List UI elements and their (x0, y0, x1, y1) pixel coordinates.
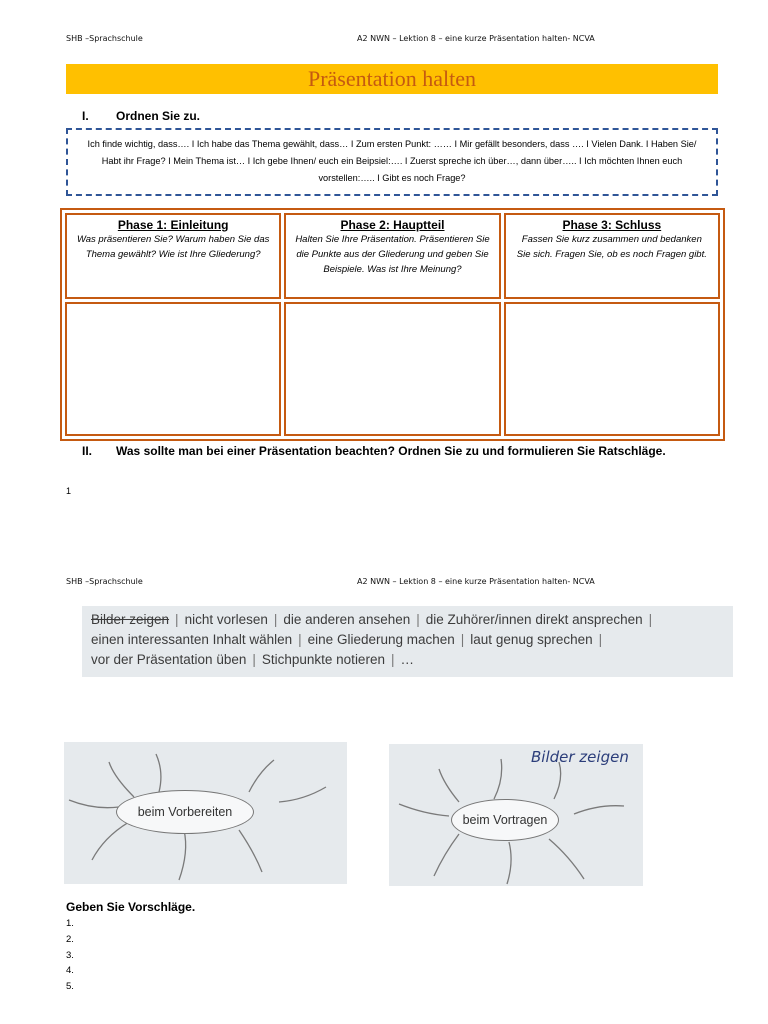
branch-line (494, 759, 502, 799)
separator: | (598, 632, 603, 647)
word-item: … (400, 652, 414, 667)
phase-1-cell (65, 213, 281, 299)
page-number: 1 (66, 486, 72, 496)
word-item: die anderen ansehen (283, 612, 411, 627)
mindmap-center-left: beim Vorbereiten (116, 790, 254, 834)
header-school-2: SHB –Sprachschule (66, 577, 143, 586)
word-line-1 (91, 612, 658, 627)
phase-3-title: Phase 3: Schluss (562, 218, 662, 232)
handwritten-note: Bilder zeigen (531, 748, 629, 766)
suggestion-item-3[interactable]: 3. (66, 950, 74, 961)
word-item: vor der Präsentation üben (91, 652, 247, 667)
branch-line (434, 834, 459, 876)
suggestion-item-2[interactable]: 2. (66, 934, 74, 945)
word-item: nicht vorlesen (184, 612, 268, 627)
phase-1-answer-cell[interactable] (65, 302, 281, 436)
word-line-2 (91, 632, 608, 647)
branch-line (399, 804, 449, 816)
branch-line (156, 754, 161, 792)
suggestion-item-4[interactable]: 4. (66, 965, 74, 976)
suggestion-item-5[interactable]: 5. (66, 981, 74, 992)
header-lesson: A2 NWN – Lektion 8 – eine kurze Präsentation halten- NCVA (357, 34, 595, 43)
section-1-number: I. (82, 109, 89, 123)
branch-line (574, 806, 624, 814)
separator: | (416, 612, 420, 627)
phase-2-answer-cell[interactable] (284, 302, 500, 436)
separator: | (273, 612, 278, 627)
section-2-title: Was sollte man bei einer Präsentation beachten? Ordnen Sie zu und formulieren Sie Ratschläge. (116, 444, 666, 458)
phase-2-text: Halten Sie Ihre Präsentation. Präsentieren Sie die Punkte aus der Gliederung und geben Sie Beispiele. Was ist Ihre Meinung? (295, 234, 490, 275)
word-box (82, 606, 733, 677)
phrase-box (66, 128, 718, 196)
separator: | (298, 632, 302, 647)
phrase-list: Ich finde wichtig, dass…. I Ich habe das Thema gewählt, dass… I Zum ersten Punkt: …… I Mir gefällt besonders, dass …. I Vielen Dank. I Haben Sie/ Habt ihr Frage? I Mein Thema ist… I Ich gebe Ihnen/ euch ein Beipsiel:…. I Zuerst spreche ich über…, dann über….. I Ich möchten Ihnen euch vorstellen:….. I Gibt es noch Frage? (87, 139, 697, 183)
word-item: die Zuhörer/innen direkt ansprechen (425, 612, 643, 627)
branch-line (239, 830, 262, 872)
header-school: SHB –Sprachschule (66, 34, 143, 43)
branch-line (69, 800, 119, 808)
word-item: laut genug sprechen (470, 632, 593, 647)
branch-line (179, 830, 186, 880)
section-1-title: Ordnen Sie zu. (116, 109, 201, 123)
separator: | (175, 612, 179, 627)
suggestions-heading: Geben Sie Vorschläge. (66, 900, 196, 914)
page-title: Präsentation halten (307, 66, 476, 91)
branch-line (554, 762, 561, 799)
separator: | (460, 632, 465, 647)
phase-3-cell (504, 213, 720, 299)
branch-line (249, 760, 274, 792)
section-1-heading (82, 109, 200, 123)
word-item: eine Gliederung machen (307, 632, 455, 647)
branch-line (279, 787, 326, 802)
mindmap-center-right: beim Vortragen (451, 799, 559, 841)
mindmap-right (389, 744, 643, 886)
phase-3-answer-cell[interactable] (504, 302, 720, 436)
header-lesson-2: A2 NWN – Lektion 8 – eine kurze Präsentation halten- NCVA (357, 577, 595, 586)
word-item: Stichpunkte notieren (261, 652, 385, 667)
mindmap-left (64, 742, 347, 884)
phase-1-text: Was präsentieren Sie? Warum haben Sie das Thema gewählt? Wie ist Ihre Gliederung? (76, 234, 270, 260)
word-item: Bilder zeigen (91, 612, 170, 627)
section-2-number: II. (82, 444, 93, 458)
separator: | (252, 652, 256, 667)
phase-2-title: Phase 2: Hauptteil (340, 218, 445, 232)
phase-1-title: Phase 1: Einleitung (117, 218, 229, 232)
phase-3-text: Fassen Sie kurz zusammen und bedanken Sie sich. Fragen Sie, ob es noch Fragen gibt. (516, 234, 707, 260)
separator: | (648, 612, 653, 627)
phase-2-cell (284, 213, 500, 299)
branch-line (109, 762, 134, 797)
branch-line (549, 839, 584, 879)
branch-line (92, 822, 129, 860)
section-2-heading (82, 444, 666, 458)
branch-line (439, 769, 459, 802)
word-line-3 (91, 652, 414, 667)
suggestion-item-1[interactable]: 1. (66, 918, 74, 929)
phases-table (60, 208, 725, 441)
branch-line (507, 842, 511, 884)
word-item: einen interessanten Inhalt wählen (91, 632, 293, 647)
separator: | (390, 652, 395, 667)
title-bar (66, 64, 718, 94)
